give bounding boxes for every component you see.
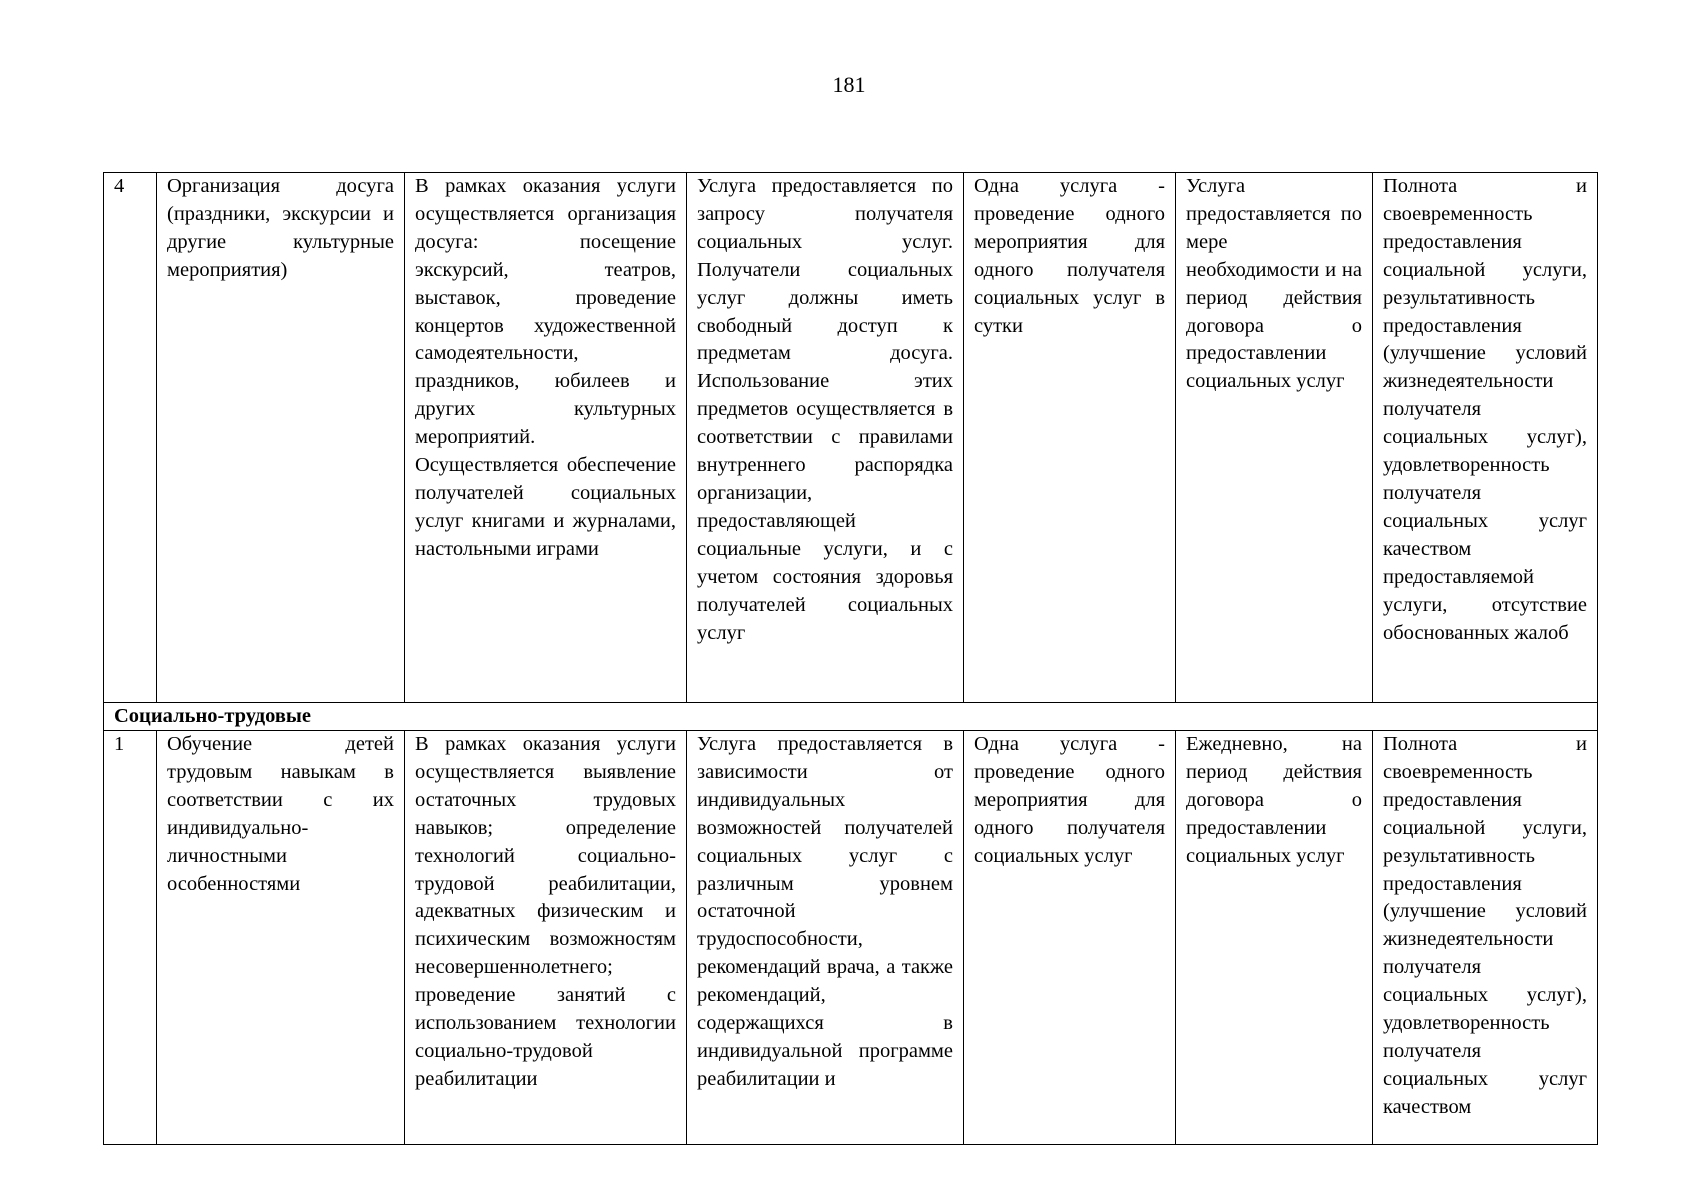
service-period-cell — [1176, 731, 1373, 1145]
service-unit: Одна услуга - проведение одного мероприятия для одного получателя социальных услуг в сутки — [974, 175, 1165, 337]
service-name-cell — [157, 173, 405, 703]
service-unit-cell — [964, 173, 1176, 703]
service-name: Обучение детей трудовым навыкам в соответствии с их индивидуально-личностными особенностями — [167, 733, 394, 895]
service-quality: Полнота и своевременность предоставления социальной услуги, результативность предоставления (улучшение условий жизнедеятельности получателя социальных услуг), удовлетворенность получателя социальных услуг качеством предоставляемой услуги, отсутствие обоснованных жалоб — [1383, 175, 1587, 644]
row-number-cell — [104, 731, 157, 1145]
service-unit: Одна услуга - проведение одного мероприятия для одного получателя социальных услуг — [974, 733, 1165, 867]
service-name-cell — [157, 731, 405, 1145]
service-name: Организация досуга (праздники, экскурсии и другие культурные мероприятия) — [167, 175, 394, 281]
table-row — [104, 731, 1598, 1145]
service-description-cell — [405, 731, 687, 1145]
section-row — [104, 703, 1598, 731]
service-description-cell — [405, 173, 687, 703]
service-period-cell — [1176, 173, 1373, 703]
services-table — [103, 172, 1598, 1145]
section-title: Социально-трудовые — [104, 703, 1598, 731]
service-conditions-cell — [687, 173, 964, 703]
page-number: 181 — [832, 72, 866, 97]
service-conditions: Услуга предоставляется в зависимости от индивидуальных возможностей получателей социальных услуг с различным уровнем остаточной трудоспособности, рекомендаций врача, а также рекомендаций, содержащихся в индивидуальной программе реабилитации и — [697, 733, 953, 1090]
service-description: В рамках оказания услуги осуществляется организация досуга: посещение экскурсий, театров, выставок, проведение концертов художественной самодеятельности, праздников, юбилеев и других культурных мероприятий. Осуществляется обеспечение получателей социальных услуг книгами и журналами, настольными играми — [415, 175, 676, 560]
row-number: 4 — [114, 175, 125, 197]
service-quality-cell — [1373, 731, 1598, 1145]
service-conditions: Услуга предоставляется по запросу получателя социальных услуг. Получатели социальных услуг должны иметь свободный доступ к предметам досуга. Использование этих предметов осуществляется в соответствии с правилами внутреннего распорядка организации, предоставляющей социальные услуги, и с учетом состояния здоровья получателей социальных услуг — [697, 175, 953, 644]
row-number-cell — [104, 173, 157, 703]
service-quality: Полнота и своевременность предоставления социальной услуги, результативность предоставления (улучшение условий жизнедеятельности получателя социальных услуг), удовлетворенность получателя социальных услуг качеством — [1383, 733, 1587, 1118]
service-unit-cell — [964, 731, 1176, 1145]
table-row — [104, 173, 1598, 703]
service-quality-cell — [1373, 173, 1598, 703]
service-conditions-cell — [687, 731, 964, 1145]
service-description: В рамках оказания услуги осуществляется выявление остаточных трудовых навыков; определение технологий социально-трудовой реабилитации, адекватных физическим и психическим возможностям несовершеннолетнего; проведение занятий с использованием технологии социально-трудовой реабилитации — [415, 733, 676, 1090]
service-period: Услуга предоставляется по мере необходимости и на период действия договора о предоставлении социальных услуг — [1186, 175, 1362, 393]
service-period: Ежедневно, на период действия договора о предоставлении социальных услуг — [1186, 733, 1362, 867]
row-number: 1 — [114, 733, 125, 755]
